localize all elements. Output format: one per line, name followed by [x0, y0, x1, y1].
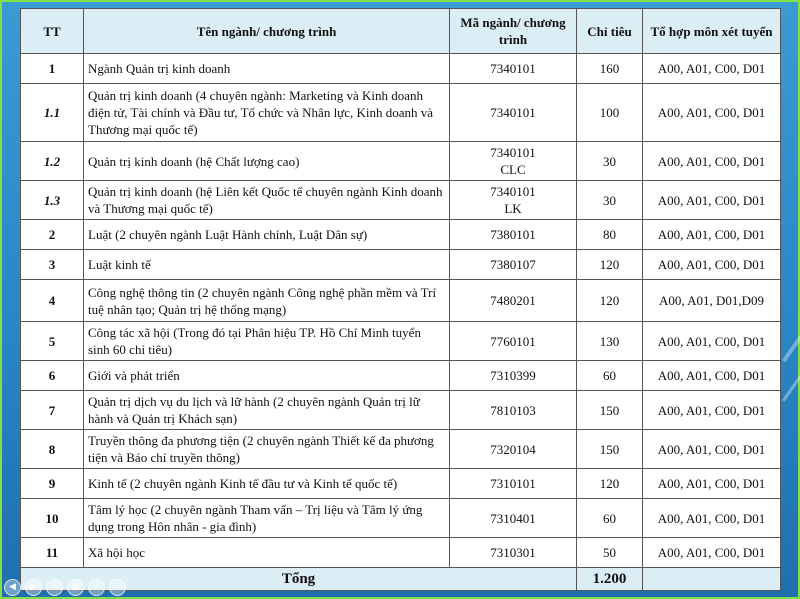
row-name: Truyền thông đa phương tiện (2 chuyên ngành Thiết kế đa phương tiện và Báo chí truyền thông): [84, 430, 450, 469]
row-name: Công tác xã hội (Trong đó tại Phân hiệu TP. Hồ Chí Minh tuyển sinh 60 chỉ tiêu): [84, 322, 450, 361]
row-code-main: 7380107: [490, 257, 536, 272]
row-code: [450, 280, 577, 322]
row-code: [450, 538, 577, 568]
row-tt: 11: [21, 538, 84, 568]
more-icon[interactable]: ⋯: [109, 579, 126, 596]
row-code-suffix: LK: [504, 201, 522, 216]
table-header-row: [21, 9, 781, 54]
row-quota: 120: [577, 250, 643, 280]
row-name: Tâm lý học (2 chuyên ngành Tham vấn – Trị liệu và Tâm lý ứng dụng trong Hôn nhân - gia đình): [84, 499, 450, 538]
row-code: [450, 391, 577, 430]
row-quota: 30: [577, 181, 643, 220]
row-tt: 7: [21, 391, 84, 430]
row-code-main: 7480201: [490, 293, 536, 308]
row-combo: A00, A01, C00, D01: [643, 469, 781, 499]
row-code-main: 7340101: [490, 105, 536, 120]
table-row: [21, 220, 781, 250]
row-code-main: 7310101: [490, 476, 536, 491]
row-combo: A00, A01, C00, D01: [643, 142, 781, 181]
slides-icon[interactable]: ▦: [67, 579, 84, 596]
row-code-main: 7340101: [490, 61, 536, 76]
row-code: [450, 250, 577, 280]
row-code: [450, 430, 577, 469]
row-quota: 150: [577, 430, 643, 469]
row-tt: 1: [21, 54, 84, 84]
row-tt: 9: [21, 469, 84, 499]
row-tt: 6: [21, 361, 84, 391]
pen-icon[interactable]: ✎: [46, 579, 63, 596]
table-row: [21, 430, 781, 469]
row-quota: 60: [577, 499, 643, 538]
table-row: [21, 469, 781, 499]
zoom-icon[interactable]: ⌕: [88, 579, 105, 596]
row-code: [450, 322, 577, 361]
header-quota: Chỉ tiêu: [577, 9, 643, 54]
slide: [20, 8, 780, 587]
table-body: [21, 54, 781, 568]
row-name: Kinh tế (2 chuyên ngành Kinh tế đầu tư và Kinh tế quốc tế): [84, 469, 450, 499]
row-name: Luật (2 chuyên ngành Luật Hành chính, Luật Dân sự): [84, 220, 450, 250]
table-row: [21, 250, 781, 280]
row-name: Quản trị dịch vụ du lịch và lữ hành (2 chuyên ngành Quản trị lữ hành và Quản trị Khách sạn): [84, 391, 450, 430]
row-code-main: 7310401: [490, 510, 536, 526]
row-combo: A00, A01, C00, D01: [643, 220, 781, 250]
table-row: [21, 54, 781, 84]
row-code-suffix: CLC: [500, 162, 526, 177]
total-label: Tổng: [21, 568, 577, 591]
header-tt: TT: [21, 9, 84, 54]
row-tt: 8: [21, 430, 84, 469]
table-row: [21, 322, 781, 361]
table-row: [21, 280, 781, 322]
row-quota: 80: [577, 220, 643, 250]
row-quota: 130: [577, 322, 643, 361]
row-code: [450, 142, 577, 181]
row-combo: A00, A01, C00, D01: [643, 322, 781, 361]
row-code-main: 7760101: [490, 333, 536, 349]
row-code: [450, 84, 577, 142]
previous-icon[interactable]: ◀: [4, 579, 21, 596]
row-combo: A00, A01, C00, D01: [643, 391, 781, 430]
row-name: Giới và phát triển: [84, 361, 450, 391]
row-tt: 4: [21, 280, 84, 322]
table-row: [21, 361, 781, 391]
total-empty: [643, 568, 781, 591]
table-row: [21, 181, 781, 220]
header-combo: Tổ hợp môn xét tuyển: [643, 9, 781, 54]
row-quota: 160: [577, 54, 643, 84]
row-code: [450, 54, 577, 84]
row-combo: A00, A01, C00, D01: [643, 84, 781, 142]
row-code-main: 7810103: [490, 402, 536, 418]
row-combo: A00, A01, C00, D01: [643, 538, 781, 568]
row-code: [450, 220, 577, 250]
row-code-main: 7380101: [490, 227, 536, 242]
row-code-main: 7320104: [490, 441, 536, 457]
row-tt: 1.3: [21, 181, 84, 220]
row-tt: 5: [21, 322, 84, 361]
row-combo: A00, A01, C00, D01: [643, 250, 781, 280]
slideshow-toolbar: [4, 579, 126, 596]
row-tt: 10: [21, 499, 84, 538]
row-quota: 50: [577, 538, 643, 568]
row-quota: 150: [577, 391, 643, 430]
row-tt: 3: [21, 250, 84, 280]
row-combo: A00, A01, C00, D01: [643, 54, 781, 84]
next-icon[interactable]: ▶: [25, 579, 42, 596]
row-code-main: 7340101: [490, 145, 536, 160]
row-quota: 100: [577, 84, 643, 142]
row-quota: 120: [577, 280, 643, 322]
admission-table: [20, 8, 781, 591]
row-tt: 2: [21, 220, 84, 250]
row-tt: 1.1: [21, 84, 84, 142]
row-name: Công nghệ thông tin (2 chuyên ngành Công nghệ phần mềm và Trí tuệ nhân tạo; Quản trị hệ thống mạng): [84, 280, 450, 322]
row-name: Quản trị kinh doanh (hệ Chất lượng cao): [84, 142, 450, 181]
row-code-main: 7310301: [490, 545, 536, 560]
row-name: Quản trị kinh doanh (hệ Liên kết Quốc tế chuyên ngành Kinh doanh và Thương mại quốc tế): [84, 181, 450, 220]
row-code: [450, 469, 577, 499]
row-code: [450, 499, 577, 538]
row-code-main: 7340101: [490, 184, 536, 199]
row-combo: A00, A01, C00, D01: [643, 499, 781, 538]
table-row: [21, 391, 781, 430]
row-name: Quản trị kinh doanh (4 chuyên ngành: Marketing và Kinh doanh điện tử, Tài chính và Đầu tư, Tổ chức và Nhân lực, Kinh doanh và Thương mại quốc tế): [84, 84, 450, 142]
row-quota: 120: [577, 469, 643, 499]
row-combo: A00, A01, C00, D01: [643, 430, 781, 469]
row-name: Xã hội học: [84, 538, 450, 568]
row-name: Luật kinh tế: [84, 250, 450, 280]
row-name: Ngành Quản trị kinh doanh: [84, 54, 450, 84]
row-combo: A00, A01, C00, D01: [643, 181, 781, 220]
row-quota: 60: [577, 361, 643, 391]
table-row: [21, 538, 781, 568]
row-combo: A00, A01, C00, D01: [643, 361, 781, 391]
header-code: Mã ngành/ chương trình: [450, 9, 577, 54]
row-quota: 30: [577, 142, 643, 181]
row-code: [450, 361, 577, 391]
total-quota: 1.200: [577, 568, 643, 591]
row-code-main: 7310399: [490, 368, 536, 383]
table-row: [21, 84, 781, 142]
table-row: [21, 142, 781, 181]
row-combo: A00, A01, D01,D09: [643, 280, 781, 322]
total-row: [21, 568, 781, 591]
row-tt: 1.2: [21, 142, 84, 181]
header-name: Tên ngành/ chương trình: [84, 9, 450, 54]
row-code: [450, 181, 577, 220]
table-row: [21, 499, 781, 538]
